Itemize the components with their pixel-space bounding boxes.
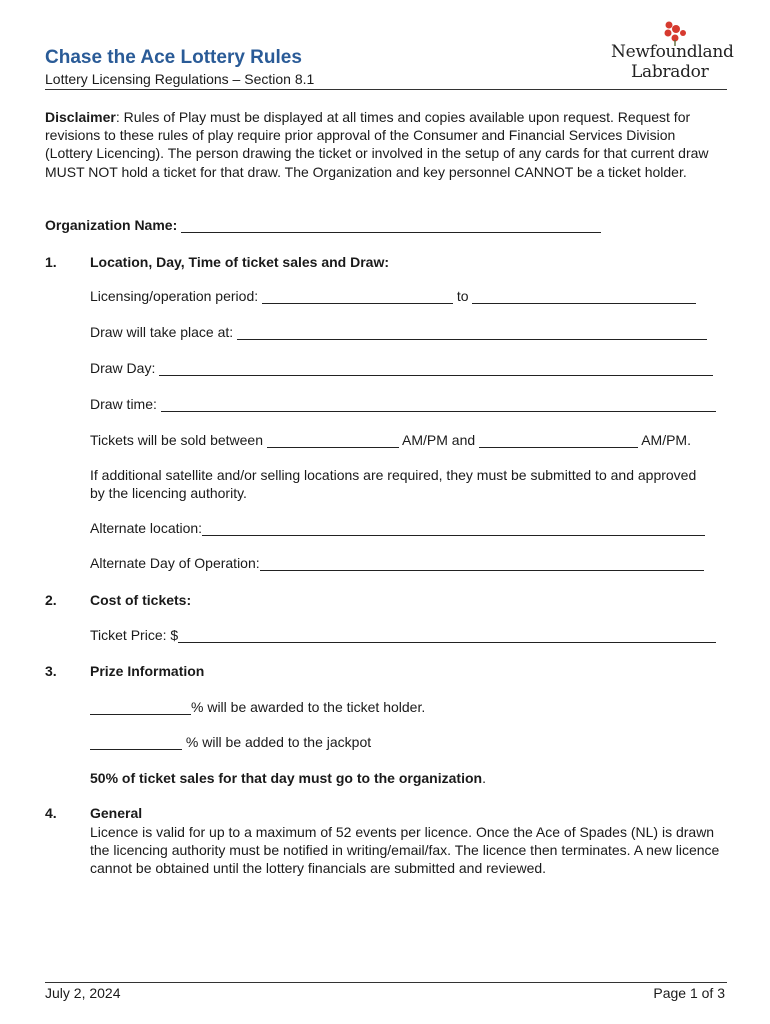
organization-share-text: 50% of ticket sales for that day must go to the organization <box>90 770 483 786</box>
awarded-percent-field[interactable] <box>90 700 191 715</box>
satellite-locations-note: If additional satellite and/or selling locations are required, they must be submitted to and approved by the licencing authority. <box>90 467 697 502</box>
licensing-period-row <box>90 288 696 304</box>
jackpot-percent-row <box>90 734 371 750</box>
newfoundland-labrador-logo <box>609 20 734 86</box>
section-4-heading: General <box>90 805 143 821</box>
licensing-period-start-field[interactable] <box>262 289 453 304</box>
draw-place-row <box>90 324 707 340</box>
disclaimer-text: : Rules of Play must be displayed at all times and copies available upon request. Request for revisions to these rules of play require prior approval of the Consumer and Financial Services Division (Lottery Licencing). The person drawing the ticket or involved in the setup of any cards for that current draw MUST NOT hold a ticket for that draw. The Organization and key personnel CANNOT be a ticket holder. <box>45 109 709 180</box>
general-paragraph: Licence is valid for up to a maximum of 52 events per licence. Once the Ace of Spades (NL) is drawn the licencing authority must be notified in writing/email/fax. The licence then terminates. A new licence cannot be obtained until the lottery financials are submitted and reviewed. <box>90 824 720 877</box>
awarded-percent-label: % will be awarded to the ticket holder. <box>191 699 426 715</box>
draw-place-field[interactable] <box>237 325 707 340</box>
tickets-between-label: Tickets will be sold between <box>90 432 264 448</box>
sales-end-time-field[interactable] <box>479 433 638 448</box>
alternate-day-label: Alternate Day of Operation: <box>90 555 260 571</box>
organization-name-field[interactable] <box>181 218 601 233</box>
draw-day-field[interactable] <box>159 361 713 376</box>
alternate-day-field[interactable] <box>260 556 704 571</box>
ticket-sales-time-row <box>90 432 691 448</box>
disclaimer-paragraph <box>45 108 725 181</box>
section-1-number: 1. <box>45 254 57 270</box>
draw-day-label: Draw Day: <box>90 360 156 376</box>
alternate-location-field[interactable] <box>202 521 705 536</box>
ampm-and-label: AM/PM and <box>402 432 476 448</box>
footer-divider <box>45 982 727 983</box>
section-4-number: 4. <box>45 805 57 821</box>
draw-time-field[interactable] <box>161 397 716 412</box>
organization-name-label: Organization Name: <box>45 217 178 233</box>
sales-start-time-field[interactable] <box>267 433 399 448</box>
section-2-heading: Cost of tickets: <box>90 592 192 608</box>
draw-place-label: Draw will take place at: <box>90 324 234 340</box>
organization-share-period: . <box>482 770 486 786</box>
ticket-price-row <box>90 627 716 643</box>
organization-name-row <box>45 217 601 233</box>
logo-text-line2: Labrador <box>631 62 709 82</box>
logo-text-line1: Newfoundland <box>611 42 734 62</box>
alternate-location-row <box>90 520 705 536</box>
page-title: Chase the Ace Lottery Rules <box>45 47 302 68</box>
disclaimer-label: Disclaimer <box>45 109 116 125</box>
ticket-price-field[interactable] <box>178 628 716 643</box>
awarded-percent-row <box>90 699 425 715</box>
ticket-price-label: Ticket Price: $ <box>90 627 179 643</box>
organization-share-rule <box>90 770 486 786</box>
alternate-day-row <box>90 555 704 571</box>
ampm-end-label: AM/PM. <box>641 432 691 448</box>
section-3-heading: Prize Information <box>90 663 205 679</box>
draw-time-label: Draw time: <box>90 396 157 412</box>
draw-time-row <box>90 396 716 412</box>
page-subtitle: Lottery Licensing Regulations – Section 8.1 <box>45 71 315 87</box>
jackpot-percent-field[interactable] <box>90 735 182 750</box>
licensing-period-label: Licensing/operation period: <box>90 288 259 304</box>
section-3-number: 3. <box>45 663 57 679</box>
section-2-number: 2. <box>45 592 57 608</box>
header-divider <box>45 89 727 90</box>
footer-date: July 2, 2024 <box>45 985 121 1001</box>
draw-day-row <box>90 360 713 376</box>
section-1-heading: Location, Day, Time of ticket sales and Draw: <box>90 254 390 270</box>
licensing-period-end-field[interactable] <box>472 289 696 304</box>
licensing-period-to: to <box>456 288 469 304</box>
alternate-location-label: Alternate location: <box>90 520 203 536</box>
footer-page-number: Page 1 of 3 <box>653 985 725 1001</box>
jackpot-percent-label: % will be added to the jackpot <box>185 734 372 750</box>
